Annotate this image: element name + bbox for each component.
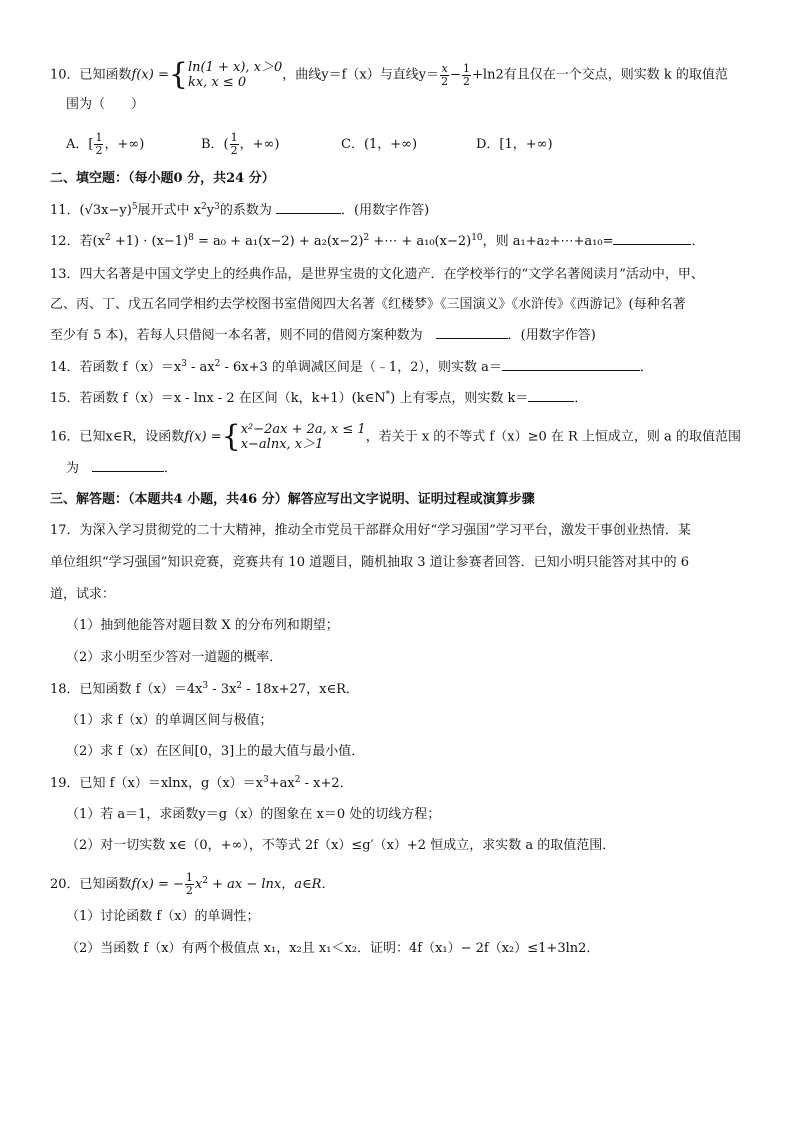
- section-fill-in-heading: 二、填空题：（每小题0 分，共24 分）: [50, 171, 275, 186]
- piecewise-brace: {: [221, 419, 241, 454]
- option-c: C．(1，+∞): [341, 137, 418, 152]
- q14-answer-blank[interactable]: [502, 358, 640, 371]
- q10-line1: [50, 57, 728, 92]
- q13-answer-blank[interactable]: [436, 326, 508, 339]
- q19-part2: （2）对一切实数 x∈（0，+∞），不等式 2f（x）≤g′（x）+2 恒成立，求实数 a 的取值范围．: [66, 838, 616, 853]
- piecewise-brace: {: [168, 57, 188, 92]
- q10-piecewise: [188, 60, 282, 90]
- q11: 11．$(√3x-y)^5$展开式中 $x^2y^3$的系数为 ．(用数字作答): [50, 202, 430, 218]
- q10-frac1: $\frac{x}{2}$: [441, 61, 449, 88]
- q12-answer-blank[interactable]: [613, 232, 691, 245]
- q19-part1: （1）若 a＝1，求函数y＝g（x）的图象在 x＝0 处的切线方程；: [66, 807, 441, 822]
- q18-part2: （2）求 f（x）在区间[0，3]上的最大值与最小值．: [66, 744, 365, 759]
- q13-line2: 乙、丙、丁、戊五名同学相约去学校图书室借阅四大名著《红楼梦》《三国演义》《水浒传》《西游记》(每种名著: [50, 297, 686, 312]
- q10-tail: +ln2有且仅在一个交点，则实数 k 的取值范: [472, 67, 728, 83]
- option-b: B．( $\frac{1}{2}$ ，+∞): [201, 131, 280, 157]
- q17-line1: 17．为深入学习贯彻党的二十大精神，推动全市党员干部群众用好“学习强国”学习平台，激发干事创业热情．某: [50, 523, 691, 538]
- q16-piecewise: x²−2ax + 2a, x ≤ 1 x−alnx, x＞1: [240, 422, 366, 452]
- option-d: D．[1，+∞): [476, 137, 553, 152]
- q16-answer-blank[interactable]: [92, 459, 164, 472]
- q10-lead: 10．已知函数: [50, 67, 132, 83]
- q12: 12．若$(x^2 +1) \cdot (x-1)^8 = a_0 + a_1(x-2) + a_2(x-2)^2$ +⋯ + $a_{10}(x-2)^{10}$，则 a₁+a₂+⋯+a₁₀= ．: [50, 233, 705, 249]
- q10-mid: ，曲线y＝f（x）与直线y＝: [282, 67, 440, 83]
- q19: 19．已知 f（x）＝xlnx，$g(x)=x^3+ax^2 - x+2$．: [50, 775, 353, 791]
- option-a: A．[ $\frac{1}{2}$ ，+∞): [66, 131, 145, 157]
- q20-part1: （1）讨论函数 f（x）的单调性；: [66, 909, 260, 924]
- section-solve-heading: 三、解答题：（本题共4 小题，共46 分）解答应写出文字说明、证明过程或演算步骤: [50, 492, 535, 507]
- q10-case1: ln(1 + x), x＞0: [187, 60, 283, 75]
- q17-part2: （2）求小明至少答对一道题的概率．: [66, 650, 283, 665]
- q20-frac: $\frac{1}{2}$: [185, 871, 193, 897]
- q10-minus: −: [450, 67, 462, 83]
- q15-answer-blank[interactable]: [528, 389, 574, 402]
- q20: 20．已知函数f(x) = − $\frac{1}{2}$ $x^2$ + ax − lnx，a∈R．: [50, 871, 335, 897]
- q20-part2: （2）当函数 f（x）有两个极值点 x₁，x₂且 x₁＜x₂．证明：4f（x₁）− 2f（x₂）≤1+3ln2．: [66, 941, 600, 956]
- q17-part1: （1）抽到他能答对题目数 X 的分布列和期望；: [66, 618, 339, 633]
- q17-line3: 道，试求：: [50, 587, 116, 602]
- q10-case2: kx, x ≤ 0: [187, 75, 247, 90]
- q13-line1: 13．四大名著是中国文学史上的经典作品，是世界宝贵的文化遗产．在学校举行的“文学名著阅读月”活动中，甲、: [50, 267, 704, 282]
- q10-frac2: $\frac{1}{2}$: [463, 61, 471, 88]
- q18-part1: （1）求 f（x）的单调区间与极值；: [66, 713, 273, 728]
- q10-fx: f(x) =: [131, 67, 169, 83]
- q10-options: [66, 132, 553, 157]
- q15: 15．若函数 f（x）＝x - lnx - 2 在区间（k，k+1）(k∈N*) 上有零点，则实数 k＝ ．: [50, 390, 588, 406]
- q10-line2: 围为（ ）: [66, 97, 145, 112]
- q17-line2: 单位组织“学习强国”知识竞赛，竞赛共有 10 道题目，随机抽取 3 道让参赛者回答．已知小明只能答对其中的 6: [50, 555, 690, 570]
- q16-line1: 16．已知x∈R，设函数f(x) ={ x²−2ax + 2a, x ≤ 1 x−alnx, x＞1 ，若关于 x 的不等式 f（x）≥0 在 R 上恒成立，则 a 的取值范围: [50, 419, 741, 454]
- q16-line2: 为 ．: [66, 461, 178, 476]
- q18: 18．已知函数 $f(x)=4x^3 - 3x^2 - 18x+27$，x∈R．: [50, 681, 359, 697]
- q13-line3: 至少有 5 本)，若每人只借阅一本名著，则不同的借阅方案种数为 ．(用数字作答): [50, 328, 596, 343]
- q14: 14．若函数 $f(x)=x^3 - ax^2 - 6x+3$ 的单调减区间是（﹣1，2），则实数 a＝ ．: [50, 359, 653, 375]
- q11-answer-blank[interactable]: [276, 201, 341, 214]
